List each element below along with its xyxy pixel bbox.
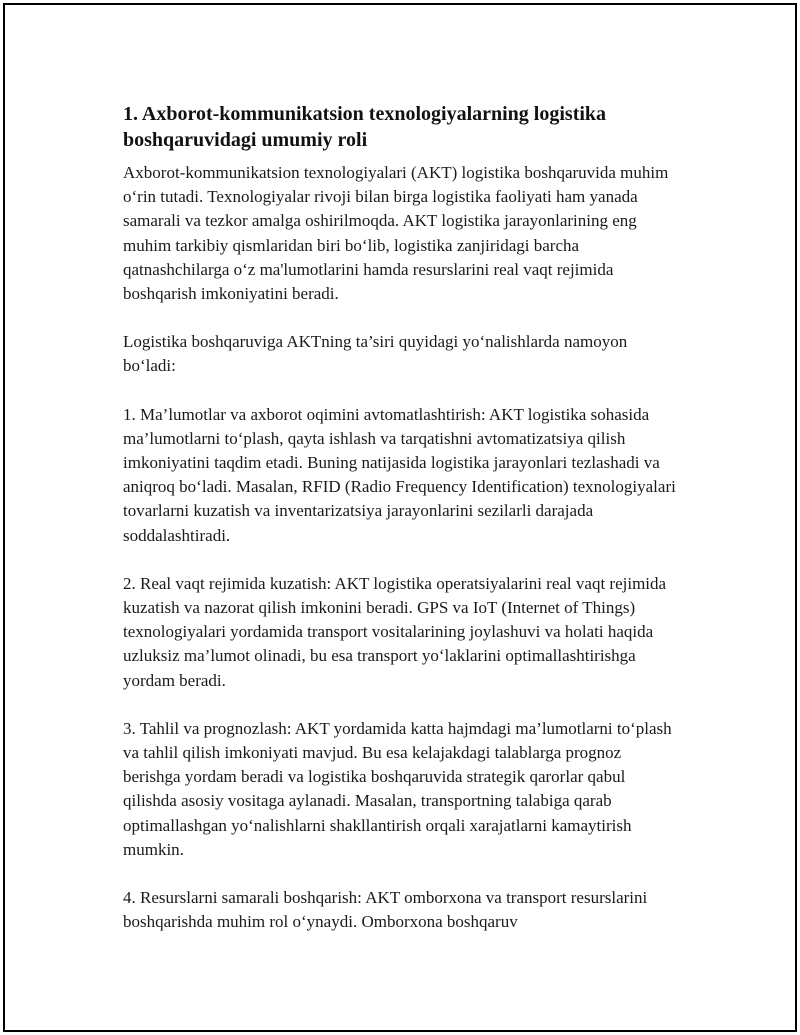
document-body: [123, 101, 683, 958]
section-heading: 1. Axborot-kommunikatsion texnologiyalarning logistika boshqaruvidagi umumiy roli: [123, 103, 607, 151]
paragraph-point-2: 2. Real vaqt rejimida kuzatish: AKT logistika operatsiyalarini real vaqt rejimida kuzatish va nazorat qilish imkonini beradi. GPS va IoT (Internet of Things) texnologiyalari yordamida transport vositalarining joylashuvi va holati haqida uzluksiz ma’lumot olinadi, bu esa transport yo‘laklarini optimallashtirishga yordam beradi.: [123, 573, 667, 690]
paragraph-impact-lead: Logistika boshqaruviga AKTning ta’siri quyidagi yo‘nalishlarda namoyon bo‘ladi:: [123, 332, 628, 376]
paragraph-intro: Axborot-kommunikatsion texnologiyalari (AKT) logistika boshqaruvida muhim o‘rin tutadi. Texnologiyalar rivoji bilan birga logistika faoliyati ham yanada samarali va tezkor amalga oshirilmoqda. AKT logistika jarayonlarining eng muhim tarkibiy qismlaridan biri bo‘lib, logistika zanjiridagi barcha qatnashchilarga o‘z ma'lumotlarini hamda resurslarini real vaqt rejimida boshqarish imkoniyatini beradi.: [123, 163, 669, 304]
paragraph-point-1: 1. Ma’lumotlar va axborot oqimini avtomatlashtirish: AKT logistika sohasida ma’lumotlarni to‘plash, qayta ishlash va tarqatishni avtomatizatsiya qilish imkoniyatini taqdim etadi. Buning natijasida logistika jarayonlari tezlashadi va aniqroq bo‘ladi. Masalan, RFID (Radio Frequency Identification) texnologiyalari tovarlarni kuzatish va inventarizatsiya jarayonlarini sezilarli darajada soddalashtiradi.: [123, 404, 676, 545]
paragraph-point-3: 3. Tahlil va prognozlash: AKT yordamida katta hajmdagi ma’lumotlarni to‘plash va tahlil qilish imkoniyati mavjud. Bu esa kelajakdagi talablarga prognoz berishga yordam beradi va logistika boshqaruvida strategik qarorlar qabul qilishda asosiy vositaga aylanadi. Masalan, transportning talabiga qarab optimallashgan yo‘nalishlarni shakllantirish orqali xarajatlarni kamaytirish mumkin.: [123, 718, 672, 859]
paragraph-point-4: 4. Resurslarni samarali boshqarish: AKT omborxona va transport resurslarini boshqarishda muhim rol o‘ynaydi. Omborxona boshqaruv: [123, 888, 648, 932]
page-frame: [3, 3, 797, 1032]
